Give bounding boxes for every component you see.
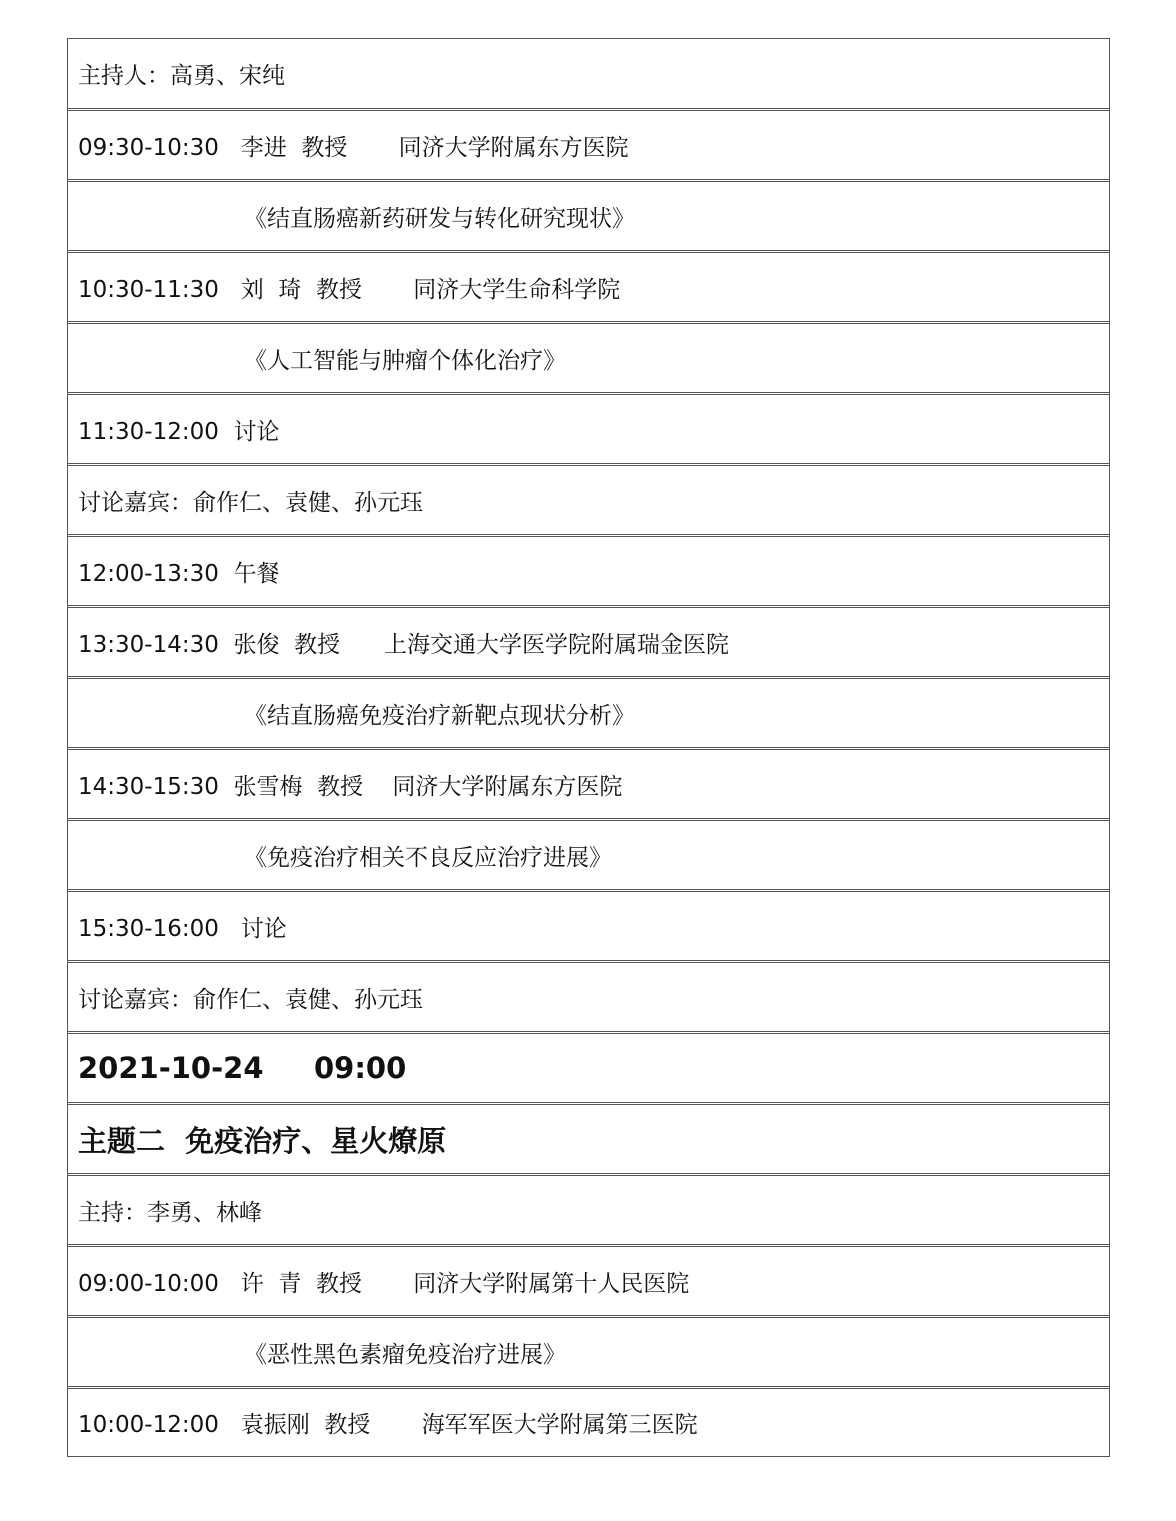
table-row-lunch: 12:00-13:30 午餐 [68, 536, 1109, 606]
table-row-date-heading: 2021-10-24 09:00 [68, 1033, 1109, 1103]
table-row-session: 14:30-15:30 张雪梅 教授 同济大学附属东方医院 [68, 749, 1109, 819]
table-row-session: 10:00-12:00 袁振刚 教授 海军军医大学附属第三医院 [68, 1388, 1109, 1457]
table-row-discussion: 11:30-12:00 讨论 [68, 394, 1109, 464]
table-row-host: 主持人：高勇、宋纯 [68, 39, 1109, 109]
table-row-session: 10:30-11:30 刘 琦 教授 同济大学生命科学院 [68, 252, 1109, 322]
table-row-talk-title: 《人工智能与肿瘤个体化治疗》 [68, 323, 1109, 393]
table-row-discussion-guests: 讨论嘉宾：俞作仁、袁健、孙元珏 [68, 465, 1109, 535]
table-row-theme-heading: 主题二 免疫治疗、星火燎原 [68, 1104, 1109, 1174]
table-row-discussion-guests: 讨论嘉宾：俞作仁、袁健、孙元珏 [68, 962, 1109, 1032]
schedule-table [67, 38, 1110, 1457]
table-row-host: 主持：李勇、林峰 [68, 1175, 1109, 1245]
table-row-session: 09:30-10:30 李进 教授 同济大学附属东方医院 [68, 110, 1109, 180]
table-row-talk-title: 《免疫治疗相关不良反应治疗进展》 [68, 820, 1109, 890]
table-row-session: 09:00-10:00 许 青 教授 同济大学附属第十人民医院 [68, 1246, 1109, 1316]
table-row-talk-title: 《恶性黑色素瘤免疫治疗进展》 [68, 1317, 1109, 1387]
table-row-discussion: 15:30-16:00 讨论 [68, 891, 1109, 961]
table-row-talk-title: 《结直肠癌免疫治疗新靶点现状分析》 [68, 678, 1109, 748]
table-row-talk-title: 《结直肠癌新药研发与转化研究现状》 [68, 181, 1109, 251]
table-row-session: 13:30-14:30 张俊 教授 上海交通大学医学院附属瑞金医院 [68, 607, 1109, 677]
